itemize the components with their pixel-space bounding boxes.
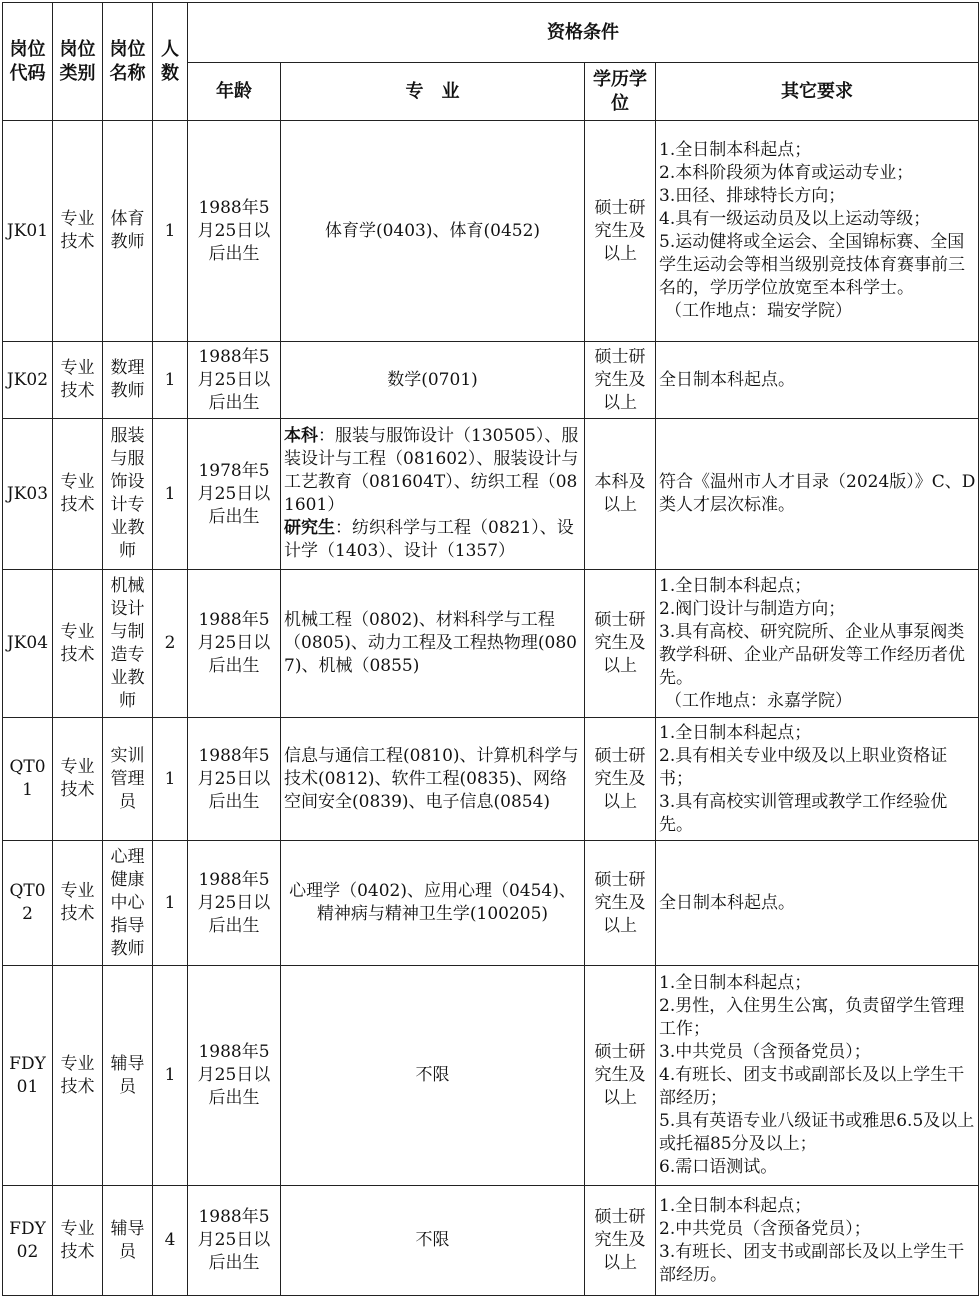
cell-type: 专业技术	[53, 570, 103, 718]
cell-type: 专业技术	[53, 718, 103, 841]
cell-name: 体育教师	[103, 121, 153, 342]
cell-degree: 硕士研究生及以上	[585, 718, 656, 841]
cell-count: 4	[153, 1186, 188, 1296]
cell-name: 数理教师	[103, 342, 153, 419]
cell-count: 1	[153, 966, 188, 1186]
cell-age: 1988年5月25日以后出生	[188, 570, 281, 718]
cell-age: 1988年5月25日以后出生	[188, 342, 281, 419]
requirement-line: 3.具有高校实训管理或教学工作经验优先。	[659, 791, 948, 835]
table-row	[3, 1186, 979, 1296]
major-grad	[284, 517, 582, 563]
cell-other	[656, 419, 979, 570]
requirement-line: 2.阀门设计与制造方向；	[659, 598, 846, 619]
cell-degree: 硕士研究生及以上	[585, 121, 656, 342]
cell-name: 实训管理员	[103, 718, 153, 841]
cell-type: 专业技术	[53, 121, 103, 342]
header-degree: 学历学位	[585, 63, 656, 121]
recruitment-table	[2, 2, 979, 1296]
requirement-line: 2.男性，入住男生公寓，负责留学生管理工作；	[659, 996, 965, 1039]
cell-other	[656, 1186, 979, 1296]
requirement-line: 3.具有高校、研究院所、企业从事泵阀类教学科研、企业产品研发等工作经历者优先。	[659, 621, 965, 688]
table-row	[3, 342, 979, 419]
requirement-line: 全日制本科起点。	[659, 892, 795, 913]
cell-age: 1988年5月25日以后出生	[188, 966, 281, 1186]
requirement-line: 6.需口语测试。	[659, 1157, 778, 1177]
cell-other	[656, 966, 979, 1186]
cell-type: 专业技术	[53, 342, 103, 419]
cell-other	[656, 342, 979, 419]
requirement-line: 1.全日制本科起点；	[659, 1195, 812, 1216]
cell-degree: 硕士研究生及以上	[585, 342, 656, 419]
major-grad-label: 研究生	[284, 518, 335, 538]
cell-major: 心理学（0402)、应用心理（0454)、精神病与精神卫生学(100205)	[281, 841, 585, 966]
cell-degree: 硕士研究生及以上	[585, 1186, 656, 1296]
requirement-line: 2.中共党员（含预备党员）；	[659, 1218, 871, 1239]
cell-degree: 硕士研究生及以上	[585, 841, 656, 966]
requirement-line: 2.本科阶段须为体育或运动专业；	[659, 163, 914, 183]
header-major: 专 业	[281, 63, 585, 121]
cell-age: 1988年5月25日以后出生	[188, 1186, 281, 1296]
requirement-line: 4.具有一级运动员及以上运动等级；	[659, 209, 931, 229]
table-row	[3, 570, 979, 718]
cell-degree: 本科及以上	[585, 419, 656, 570]
requirement-line: 符合《温州市人才目录（2024版）》C、D类人才层次标准。	[659, 472, 976, 515]
cell-name: 辅导员	[103, 966, 153, 1186]
requirement-line: 3.中共党员（含预备党员）；	[659, 1042, 871, 1062]
requirement-line: （工作地点：瑞安学院）	[665, 301, 852, 321]
requirement-line: 2.具有相关专业中级及以上职业资格证书；	[659, 745, 948, 789]
cell-code: JK03	[3, 419, 53, 570]
cell-code: JK02	[3, 342, 53, 419]
cell-count: 1	[153, 121, 188, 342]
cell-major: 不限	[281, 1186, 585, 1296]
cell-count: 1	[153, 718, 188, 841]
cell-code: QT01	[3, 718, 53, 841]
cell-age: 1988年5月25日以后出生	[188, 121, 281, 342]
table-row	[3, 419, 979, 570]
cell-name: 机械设计与制造专业教师	[103, 570, 153, 718]
cell-count: 1	[153, 841, 188, 966]
major-undergrad-text: ：服装与服饰设计（130505）、服装设计与工程（081602）、服装设计与工艺教育（081604T）、纺织工程（081601）	[284, 426, 579, 515]
requirement-line: 4.有班长、团支书或副部长及以上学生干部经历；	[659, 1065, 965, 1108]
cell-other	[656, 718, 979, 841]
cell-count: 1	[153, 419, 188, 570]
cell-degree: 硕士研究生及以上	[585, 966, 656, 1186]
cell-age: 1988年5月25日以后出生	[188, 841, 281, 966]
cell-type: 专业技术	[53, 841, 103, 966]
requirement-line: 1.全日制本科起点；	[659, 973, 812, 993]
header-age: 年龄	[188, 63, 281, 121]
cell-age: 1978年5月25日以后出生	[188, 419, 281, 570]
header-type: 岗位类别	[53, 3, 103, 121]
cell-major: 信息与通信工程(0810)、计算机科学与技术(0812)、软件工程(0835)、网络空间安全(0839)、电子信息(0854)	[281, 718, 585, 841]
cell-type: 专业技术	[53, 419, 103, 570]
cell-code: FDY02	[3, 1186, 53, 1296]
cell-major: 数学(0701)	[281, 342, 585, 419]
requirement-line: 1.全日制本科起点；	[659, 575, 812, 596]
requirement-line: 5.运动健将或全运会、全国锦标赛、全国学生运动会等相当级别竞技体育赛事前三名的，学历学位放宽至本科学士。	[659, 232, 965, 298]
cell-name: 心理健康中心指导教师	[103, 841, 153, 966]
requirement-line: 全日制本科起点。	[659, 369, 795, 390]
major-grad-text: ：纺织科学与工程（0821）、设计学（1403）、设计（1357）	[284, 518, 574, 561]
header-name: 岗位名称	[103, 3, 153, 121]
header-other: 其它要求	[656, 63, 979, 121]
cell-code: JK04	[3, 570, 53, 718]
cell-count: 2	[153, 570, 188, 718]
cell-code: QT02	[3, 841, 53, 966]
cell-name: 辅导员	[103, 1186, 153, 1296]
cell-other	[656, 841, 979, 966]
cell-type: 专业技术	[53, 1186, 103, 1296]
requirement-line: （工作地点：永嘉学院）	[665, 690, 852, 711]
cell-name: 服装与服饰设计专业教师	[103, 419, 153, 570]
cell-major: 不限	[281, 966, 585, 1186]
requirement-line: 3.有班长、团支书或副部长及以上学生干部经历。	[659, 1241, 965, 1285]
table-row	[3, 121, 979, 342]
major-undergrad-label: 本科	[284, 426, 318, 446]
cell-major	[281, 419, 585, 570]
cell-age: 1988年5月25日以后出生	[188, 718, 281, 841]
cell-count: 1	[153, 342, 188, 419]
requirement-line: 5.具有英语专业八级证书或雅思6.5及以上或托福85分及以上；	[659, 1111, 975, 1154]
requirement-line: 1.全日制本科起点；	[659, 140, 812, 160]
cell-degree: 硕士研究生及以上	[585, 570, 656, 718]
cell-code: FDY01	[3, 966, 53, 1186]
cell-major: 体育学(0403)、体育(0452)	[281, 121, 585, 342]
header-count: 人数	[153, 3, 188, 121]
cell-other	[656, 121, 979, 342]
table-row	[3, 966, 979, 1186]
requirement-line: 3.田径、排球特长方向；	[659, 186, 846, 206]
table-row	[3, 718, 979, 841]
header-code: 岗位代码	[3, 3, 53, 121]
cell-type: 专业技术	[53, 966, 103, 1186]
cell-major: 机械工程（0802)、材料科学与工程（0805)、动力工程及工程热物理(0807)、机械（0855)	[281, 570, 585, 718]
requirement-line: 1.全日制本科起点；	[659, 722, 812, 743]
header-qualifications: 资格条件	[188, 3, 979, 63]
table-row	[3, 841, 979, 966]
major-undergrad	[284, 425, 582, 517]
cell-other	[656, 570, 979, 718]
cell-code: JK01	[3, 121, 53, 342]
